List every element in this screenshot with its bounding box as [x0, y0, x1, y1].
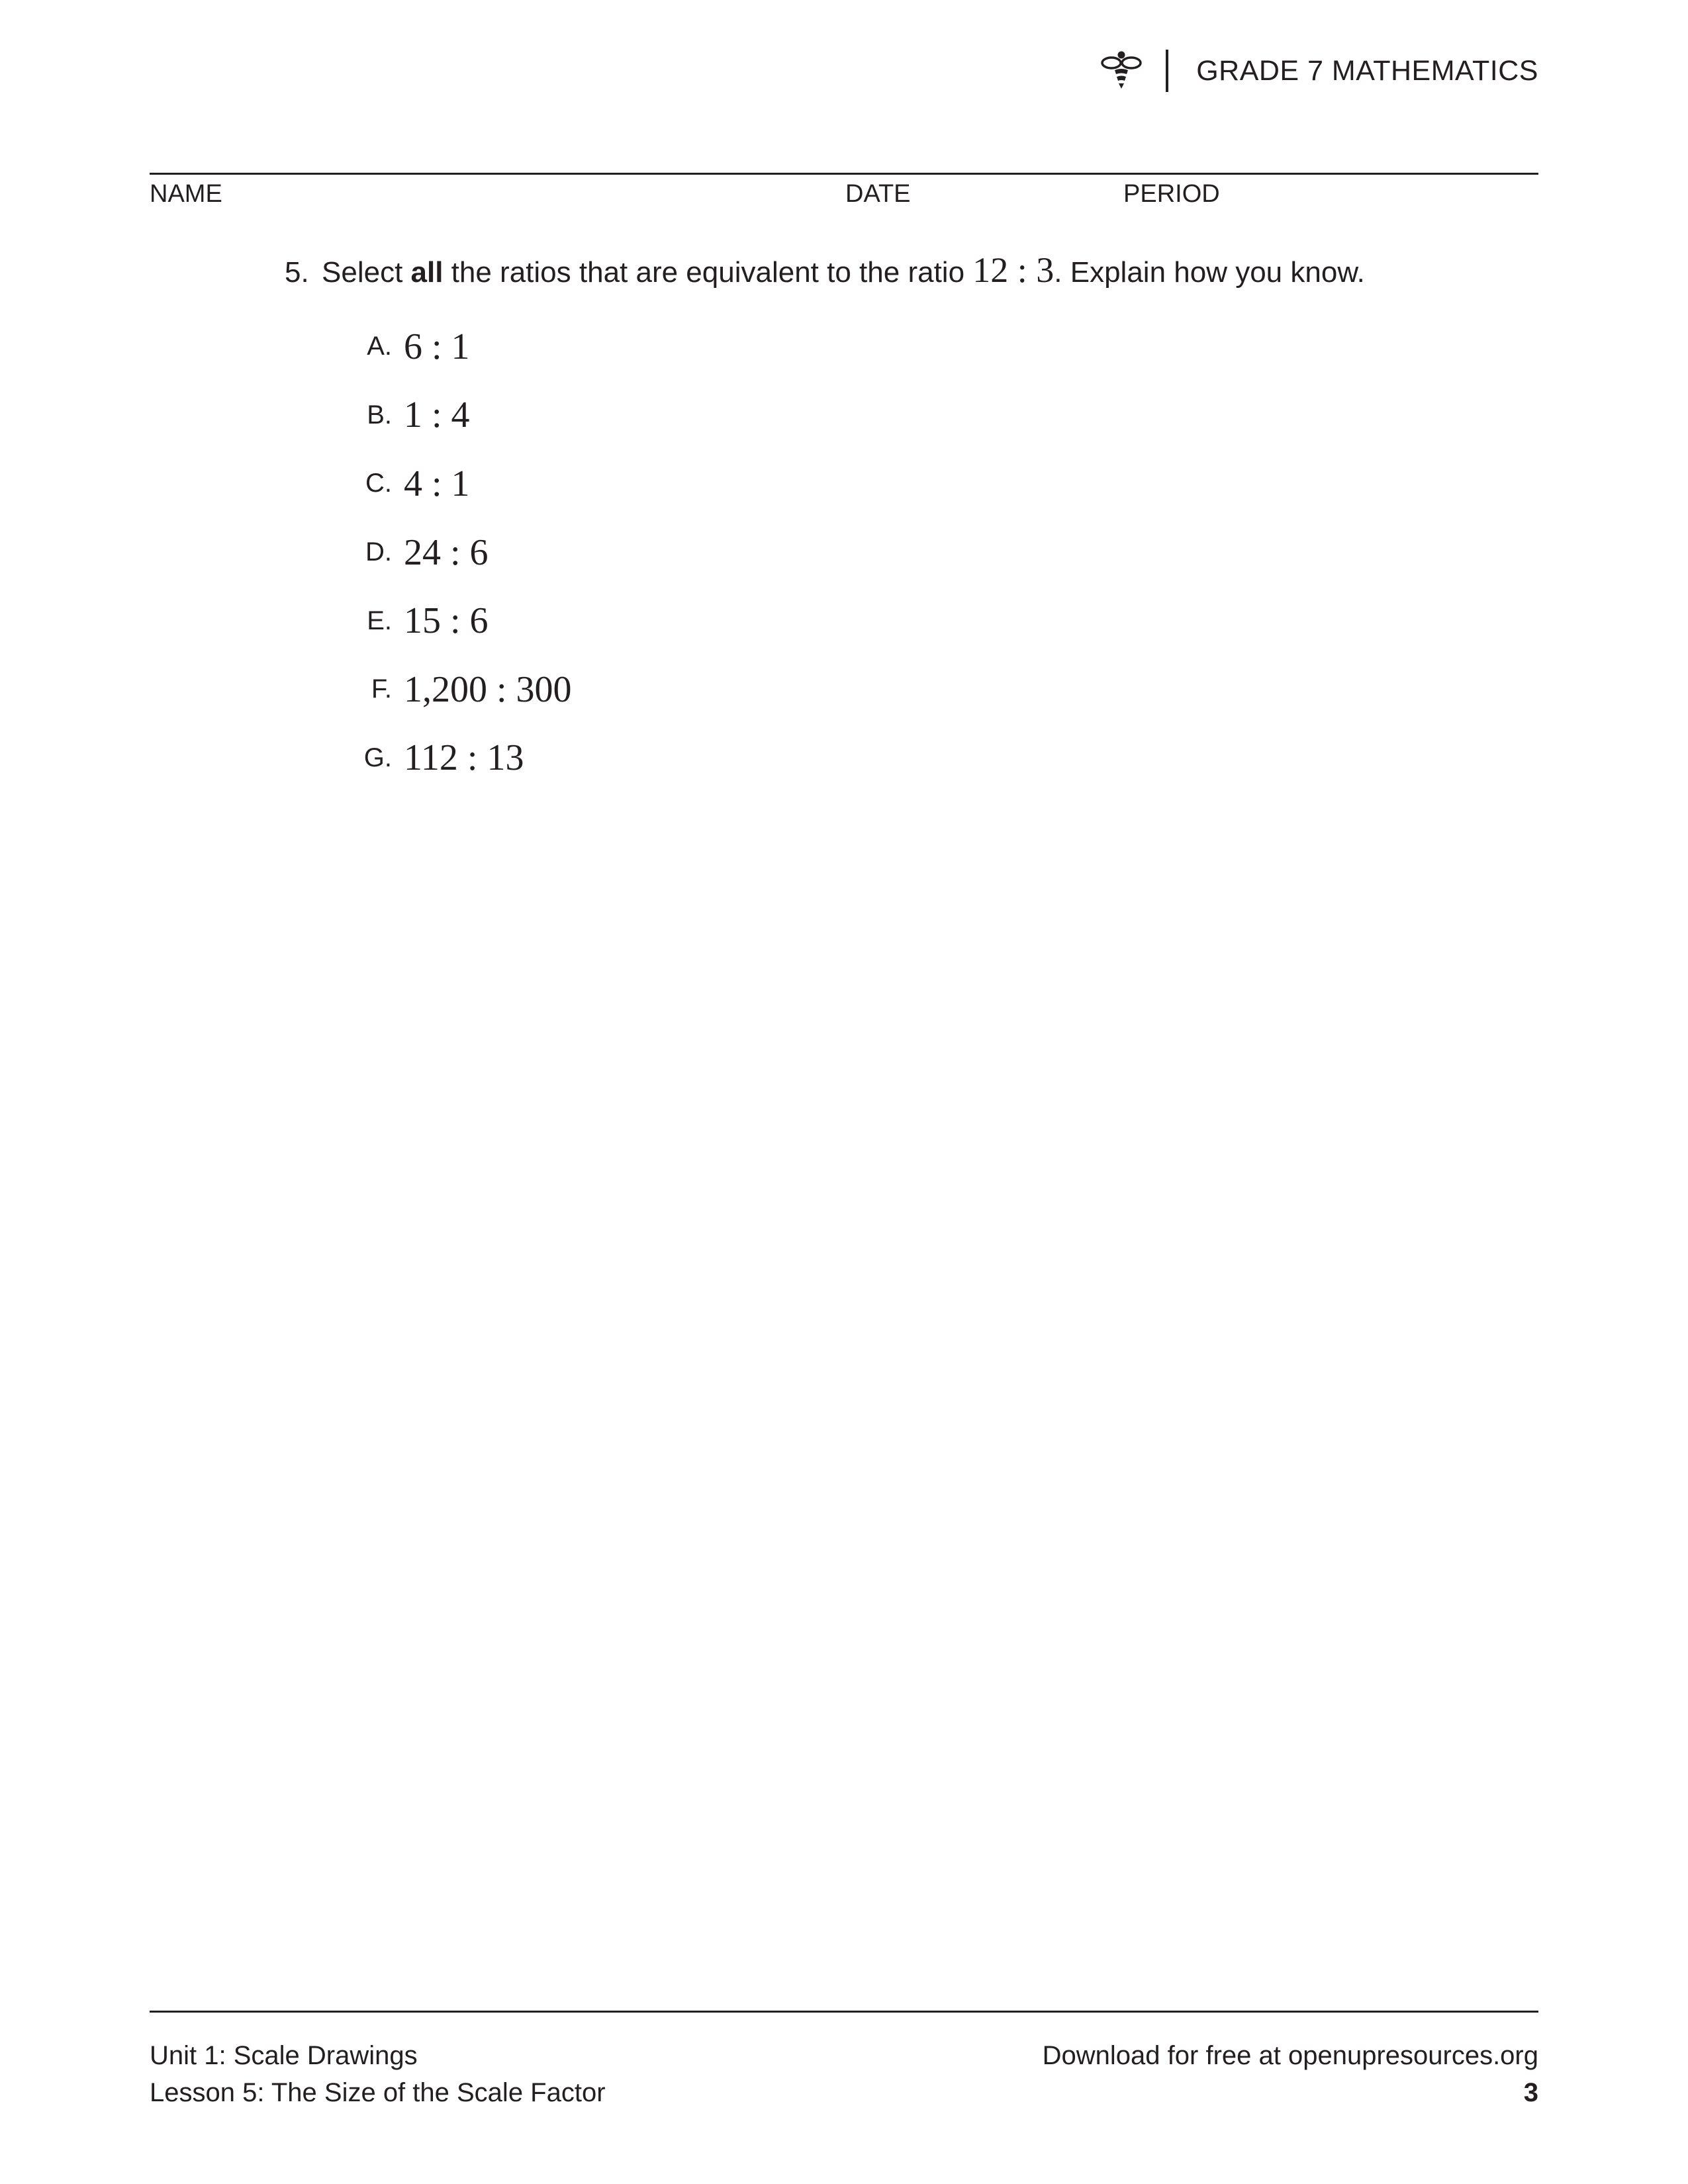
option-g[interactable]	[357, 724, 572, 793]
page-number: 3	[1523, 2078, 1538, 2107]
bottom-rule	[150, 2011, 1538, 2013]
date-label: DATE	[845, 180, 911, 208]
option-letter: G.	[363, 743, 392, 772]
option-value: 15 : 6	[404, 600, 489, 642]
question-text-before: Select	[322, 256, 411, 289]
option-value: 112 : 13	[404, 737, 524, 779]
page-header	[1097, 41, 1538, 101]
bee-logo-icon	[1097, 46, 1146, 95]
footer-left	[150, 2037, 606, 2111]
footer-right	[1043, 2037, 1538, 2111]
question-bold-word: all	[410, 256, 444, 289]
footer-lesson: Lesson 5: The Size of the Scale Factor	[150, 2078, 606, 2107]
header-divider	[1166, 50, 1168, 92]
question-number: 5.	[285, 256, 309, 289]
question-text-after: . Explain how you know.	[1054, 256, 1365, 289]
option-letter: B.	[367, 400, 392, 430]
answer-options	[357, 312, 572, 792]
option-b[interactable]	[357, 381, 572, 450]
option-a[interactable]	[357, 312, 572, 381]
option-f[interactable]	[357, 655, 572, 724]
option-value: 24 : 6	[404, 531, 489, 573]
option-letter: A.	[367, 332, 392, 361]
name-label: NAME	[150, 180, 222, 208]
course-title: GRADE 7 MATHEMATICS	[1196, 54, 1538, 87]
question-text-middle: the ratios that are equivalent to the ratio	[443, 256, 973, 289]
option-value: 1 : 4	[404, 394, 470, 436]
footer-unit: Unit 1: Scale Drawings	[150, 2041, 418, 2070]
option-value: 1,200 : 300	[404, 668, 572, 710]
question-prompt	[285, 246, 1538, 296]
option-letter: F.	[371, 674, 392, 704]
option-letter: C.	[365, 469, 392, 498]
question-ratio: 12 : 3	[972, 250, 1055, 290]
option-value: 6 : 1	[404, 326, 470, 367]
period-label: PERIOD	[1123, 180, 1220, 208]
option-value: 4 : 1	[404, 463, 470, 504]
option-c[interactable]	[357, 449, 572, 518]
top-rule	[150, 173, 1538, 175]
footer-download-link[interactable]: Download for free at openupresources.org	[1042, 2041, 1538, 2070]
option-letter: E.	[367, 606, 392, 635]
option-d[interactable]	[357, 518, 572, 587]
option-e[interactable]	[357, 586, 572, 655]
option-letter: D.	[365, 537, 392, 567]
